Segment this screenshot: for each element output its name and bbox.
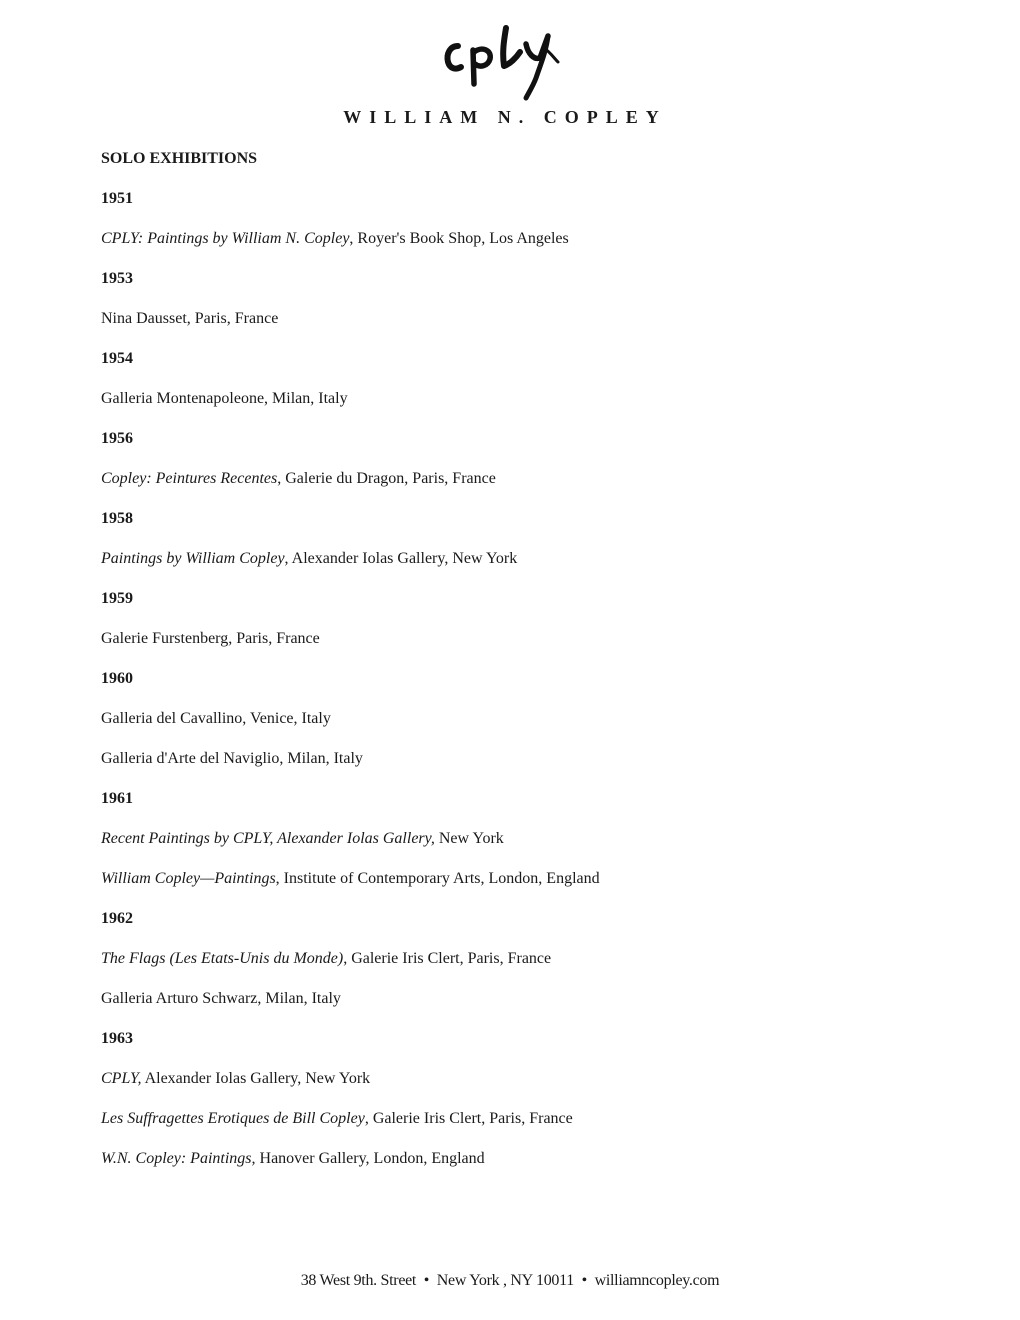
exhibition-title: W.N. Copley: Paintings, [101,1150,256,1167]
exhibition-entry [101,1067,961,1107]
footer-separator: • [581,1272,587,1289]
exhibition-year: 1961 [101,790,133,807]
exhibition-venue: , Royer's Book Shop, Los Angeles [349,230,569,247]
exhibition-title: CPLY, [101,1070,142,1087]
exhibition-entry [101,1107,961,1147]
exhibition-venue: , Galerie Iris Clert, Paris, France [343,950,552,967]
exhibition-entry [101,867,961,907]
footer-separator: • [423,1272,430,1289]
artist-name: WILLIAM N. COPLEY [343,107,667,127]
exhibition-title: Recent Paintings by CPLY, Alexander Iolas Gallery, [101,830,435,847]
exhibition-entry [101,1147,961,1187]
exhibition-venue: Galleria Montenapoleone, Milan, Italy [101,390,348,407]
exhibition-venue: Hanover Gallery, London, England [255,1150,485,1167]
exhibition-venue: Nina Dausset, Paris, France [101,310,279,327]
exhibition-venue: Alexander Iolas Gallery, New York [141,1070,371,1087]
exhibition-venue: , Galerie Iris Clert, Paris, France [364,1110,573,1127]
exhibition-venue: , Alexander Iolas Gallery, New York [284,550,518,567]
exhibition-entry [101,467,961,507]
exhibition-entry [101,627,961,667]
exhibition-year: 1956 [101,430,133,447]
exhibition-year: 1954 [101,350,133,367]
exhibition-entry [101,747,961,787]
footer-website-link[interactable]: williamncopley.com [594,1272,720,1289]
exhibition-title: CPLY: Paintings by William N. Copley [101,230,350,247]
exhibition-year: 1951 [101,190,133,207]
exhibition-venue: , Institute of Contemporary Arts, London, England [275,870,600,887]
exhibition-venue: Galerie Furstenberg, Paris, France [101,630,320,647]
exhibition-title: William Copley—Paintings [101,870,276,887]
footer-city: New York , NY 10011 [436,1272,574,1289]
footer [0,1272,1020,1290]
exhibition-entry [101,987,961,1027]
exhibition-year: 1953 [101,270,133,287]
exhibition-entry [101,387,961,427]
exhibition-venue: Galleria Arturo Schwarz, Milan, Italy [101,990,341,1007]
exhibition-title: The Flags (Les Etats-Unis du Monde) [101,950,344,967]
exhibition-venue: Galleria d'Arte del Naviglio, Milan, Italy [101,750,363,767]
exhibition-year: 1960 [101,670,133,687]
exhibition-entry [101,547,961,587]
exhibition-year: 1959 [101,590,133,607]
logo [0,22,1010,107]
exhibition-title: Copley: Peintures Recentes [101,470,278,487]
exhibition-venue: New York [434,830,504,847]
exhibition-entry [101,947,961,987]
exhibition-entry [101,227,961,267]
exhibition-year: 1963 [101,1030,133,1047]
exhibition-year: 1962 [101,910,133,927]
exhibition-title: Paintings by William Copley [101,550,285,567]
exhibition-entry [101,307,961,347]
section-title: SOLO EXHIBITIONS [101,150,258,167]
exhibition-year: 1958 [101,510,133,527]
exhibition-venue: , Galerie du Dragon, Paris, France [277,470,496,487]
exhibition-list [101,147,961,1187]
footer-address: 38 West 9th. Street [300,1272,417,1289]
cply-signature-logo [440,22,570,102]
exhibition-venue: Galleria del Cavallino, Venice, Italy [101,710,331,727]
exhibition-entry [101,827,961,867]
exhibition-entry [101,707,961,747]
exhibition-title: Les Suffragettes Erotiques de Bill Copley [101,1110,365,1127]
exhibition-years [101,187,961,1187]
